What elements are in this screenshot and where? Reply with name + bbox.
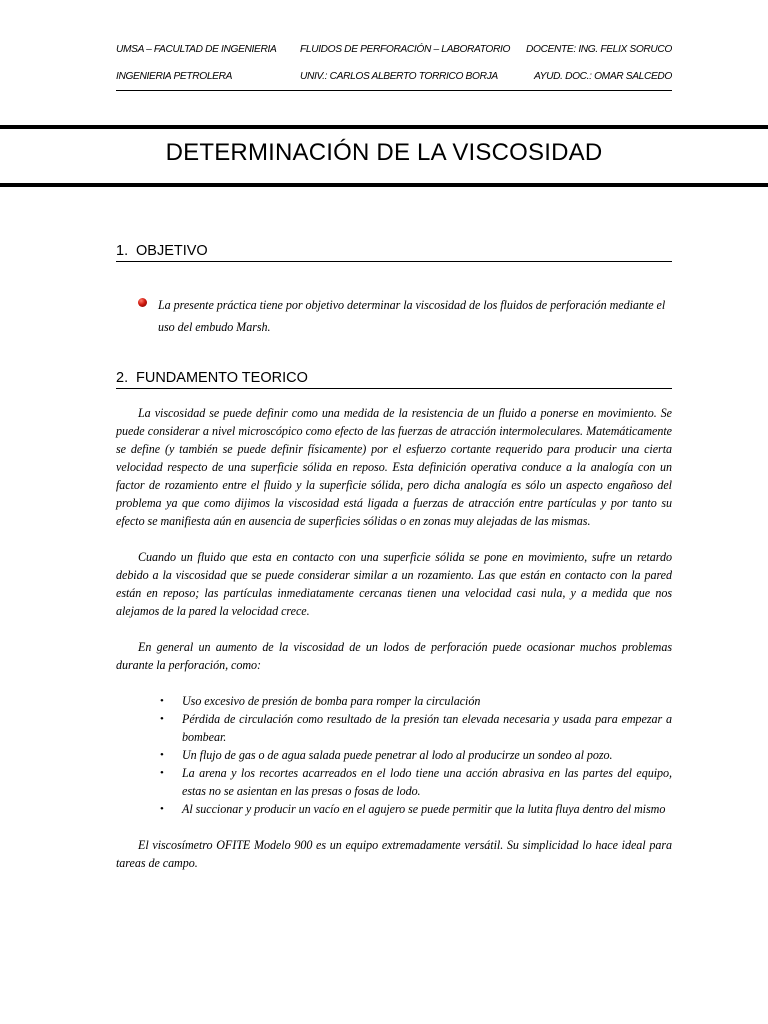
bullet-icon: • <box>160 803 164 815</box>
paragraph-viscometer: El viscosímetro OFITE Modelo 900 es un equipo extremadamente versátil. Su simplicidad lo hace ideal para tareas de campo. <box>116 838 672 870</box>
list-item <box>116 746 672 764</box>
paragraph-viscosity-definition: La viscosidad se puede definir como una medida de la resistencia de un fluido a ponerse en movimiento. Se puede considerar a nivel microscópico como efecto de las fuerzas de atracción intermoleculares. Matemáticamente se define (y también se puede definir físicamente) por el esfuerzo cortante requerido para producir una cierta velocidad respecto de una superficie sólida en reposo. Esta definición operativa conduce a la analogía con un factor de rozamiento entre el fluido y la superficie sólida, pero dicha analogía es sólo un aspecto engañoso del problema ya que como dijimos la viscosidad está ligada a fuerzas de atracción entre partículas y por tanto su efecto se manifiesta aún en ausencia de superficies sólidas o en zonas muy alejadas de las mismas. <box>116 406 672 528</box>
header-row-2 <box>116 63 672 91</box>
list-item-text: Un flujo de gas o de agua salada puede penetrar al lodo al producirze un sondeo al pozo. <box>182 748 613 762</box>
list-item-text: Pérdida de circulación como resultado de la presión tan elevada necesaria y usada para empezar a bombear. <box>182 712 672 744</box>
section-number: 1. <box>116 243 129 259</box>
header-row-1 <box>116 36 672 63</box>
bullet-icon: • <box>160 713 164 725</box>
list-item <box>116 800 672 818</box>
header-assistant: AYUD. DOC.: OMAR SALCEDO <box>533 71 672 82</box>
section-heading-objetivo <box>116 242 672 262</box>
header-student: UNIV.: CARLOS ALBERTO TORRICO BORJA <box>300 71 498 82</box>
bullet-icon: • <box>160 767 164 779</box>
bullet-icon: • <box>160 749 164 761</box>
bullet-icon: • <box>160 695 164 707</box>
title-band <box>0 125 768 187</box>
document-title: DETERMINACIÓN DE LA VISCOSIDAD <box>165 139 603 166</box>
header-course: FLUIDOS DE PERFORACIÓN – LABORATORIO <box>300 44 511 55</box>
section-number: 2. <box>116 370 129 386</box>
section-heading-fundamento <box>116 369 672 389</box>
running-header <box>116 36 672 91</box>
header-teacher: DOCENTE: ING. FELIX SORUCO <box>526 44 672 55</box>
header-faculty: UMSA – FACULTAD DE INGENIERIA <box>116 44 277 55</box>
paragraph-fluid-contact: Cuando un fluido que esta en contacto con una superficie sólida se pone en movimiento, sufre un retardo debido a la viscosidad que se puede considerar similar a un rozamiento. Las que están en contacto con la pared están en reposo; las partículas inmediatamente cercanas tienen una velocidad casi nula, y a medida que nos alejamos de la pared la velocidad crece. <box>116 550 672 618</box>
problems-list <box>116 692 672 818</box>
objective-item <box>138 294 672 338</box>
section-title: FUNDAMENTO TEORICO <box>136 370 308 386</box>
list-item <box>116 710 672 746</box>
list-item <box>116 692 672 710</box>
list-item <box>116 764 672 800</box>
list-item-text: Uso excesivo de presión de bomba para romper la circulación <box>182 694 481 708</box>
list-item-text: La arena y los recortes acarreados en el lodo tiene una acción abrasiva en las partes del equipo, estas no se asientan en las presas o fosas de lodo. <box>182 766 672 798</box>
paragraph-problems-intro: En general un aumento de la viscosidad de un lodos de perforación puede ocasionar muchos problemas durante la perforación, como: <box>116 640 672 672</box>
objective-text: La presente práctica tiene por objetivo determinar la viscosidad de los fluidos de perforación mediante el uso del embudo Marsh. <box>158 298 666 334</box>
red-ball-bullet-icon <box>138 298 147 307</box>
fundamento-body <box>116 404 672 890</box>
list-item-text: Al succionar y producir un vacío en el agujero se puede permitir que la lutita fluya dentro del mismo <box>182 802 666 816</box>
header-career: INGENIERIA PETROLERA <box>116 71 233 82</box>
section-title: OBJETIVO <box>136 243 208 259</box>
